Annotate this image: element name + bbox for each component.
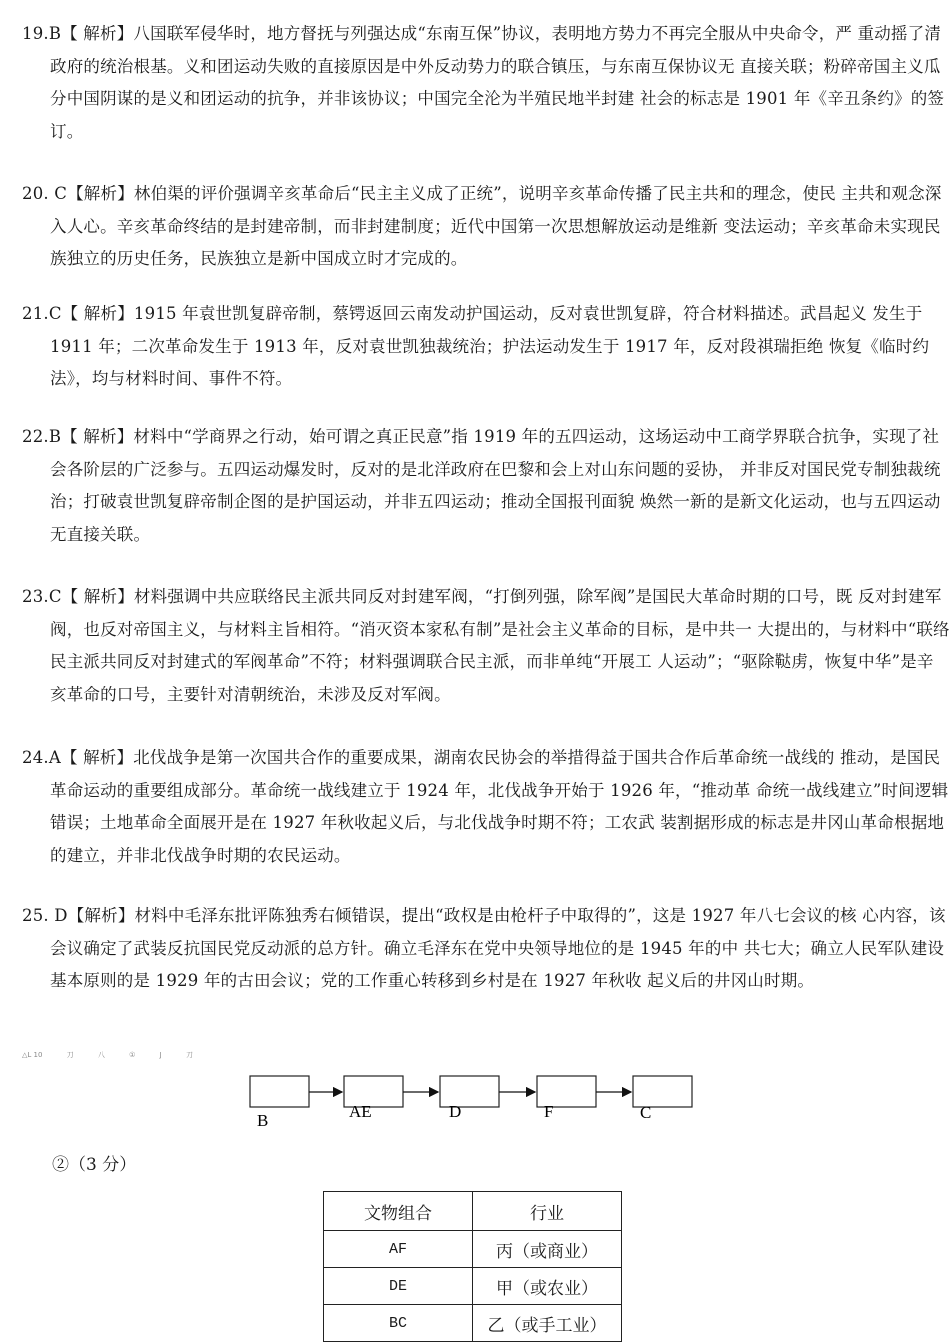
answer-22 [22,421,950,551]
faint-mark: △L 10 [22,1051,43,1059]
table-header-row [324,1192,622,1231]
table-cell: AF [324,1231,473,1268]
answer-text: 林伯渠的评价强调辛亥革命后“民主主义成了正统”，说明辛亥革命传播了民主共和的理念，使民 主共和观念深入人心。辛亥革命终结的是封建帝制，而非封建制度；近代中国第一次思想解放运动是维新 变法运动；辛亥革命未实现民族独立的历史任务，民族独立是新中国成立时才完成的。 [50,184,942,268]
faint-mark: 八 [97,1051,105,1059]
artifact-industry-table [323,1191,622,1342]
sub-question-label: ②（3 分） [52,1155,137,1175]
answer-label: 24.A【 解析】 [22,748,134,767]
table-row [324,1231,622,1268]
table-cell: 甲（或农业） [473,1268,622,1305]
faint-mark: J [159,1051,162,1059]
flow-label-d: D [449,1102,462,1121]
answer-24 [22,742,950,872]
answer-text: 北伐战争是第一次国共合作的重要成果，湖南农民协会的举措得益于国共合作后革命统一战线的 推动，是国民革命运动的重要组成部分。革命统一战线建立于 1924 年，北伐战争开始于 1926 年，“推动革 命统一战线建立”时间逻辑错误；土地革命全面展开是在 1927 年秋收起义后，与北伐战争时期不符；工农武 装割据形成的标志是井冈山革命根据地的建立，并非北伐战争时期的农民运动。 [50,748,949,865]
answer-label: 21.C【 解析】 [22,304,134,323]
table-header: 行业 [473,1192,622,1231]
table-row [324,1305,622,1342]
answer-text: 1915 年袁世凯复辟帝制，蔡锷返回云南发动护国运动，反对袁世凯复辟，符合材料描述。武昌起义 发生于 1911 年；二次革命发生于 1913 年，反对袁世凯独裁统治；护法运动发生于 1917 年，反对段祺瑞拒绝 恢复《临时约法》，均与材料时间、事件不符。 [50,304,930,388]
flow-box [250,1076,309,1107]
faint-mark: 刀 [185,1051,193,1059]
answer-text: 材料中毛泽东批评陈独秀右倾错误，提出“政权是由枪杆子中取得的”，这是 1927 年八七会议的核 心内容，该会议确定了武装反抗国民党反动派的总方针。确立毛泽东在党中央领导地位的是 1945 年的中 共七大；确立人民军队建设基本原则的是 1929 年的古田会议；党的工作重心转移到乡村是在 1927 年秋收 起义后的井冈山时期。 [50,906,946,990]
answer-21 [22,298,950,396]
flow-label-c: C [640,1103,652,1122]
answer-text: 八国联军侵华时，地方督抚与列强达成“东南互保”协议，表明地方势力不再完全服从中央命令，严 重动摇了清政府的统治根基。义和团运动失败的直接原因是中外反动势力的联合镇压，与东南互保协议无 直接关联；粉碎帝国主义瓜分中国阴谋的是义和团运动的抗争，并非该协议；中国完全沦为半殖民地半封建 社会的标志是 1901 年《辛丑条约》的签订。 [50,24,945,141]
answer-25 [22,900,950,998]
sequence-diagram [240,1068,710,1138]
table-row [324,1268,622,1305]
answer-label: 25. D【解析】 [22,906,135,925]
faint-marks [22,1050,215,1060]
answer-20 [22,178,950,276]
answer-label: 23.C【 解析】 [22,587,134,606]
answer-text: 材料强调中共应联络民主派共同反对封建军阀，“打倒列强，除军阀”是国民大革命时期的口号，既 反对封建军阀，也反对帝国主义，与材料主旨相符。“消灭资本家私有制”是社会主义革命的目标，是中共一 大提出的，与材料中“联络民主派共同反对封建式的军阀革命”不符；材料强调联合民主派，而非单纯“开展工 人运动”；“驱除鞑虏，恢复中华”是辛亥革命的口号，主要针对清朝统治，未涉及反对军阀。 [50,587,950,704]
answer-text: 材料中“学商界之行动，始可谓之真正民意”指 1919 年的五四运动，这场运动中工商学界联合抗争，实现了社会各阶层的广泛参与。五四运动爆发时，反对的是北洋政府在巴黎和会上对山东问题的妥协， 并非反对国民党专制独裁统治；打破袁世凯复辟帝制企图的是护国运动，并非五四运动；推动全国报刊面貌 焕然一新的是新文化运动，也与五四运动无直接关联。 [50,427,941,544]
faint-mark: 刀 [66,1051,74,1059]
answer-label: 20. C【解析】 [22,184,134,203]
table-cell: 丙（或商业） [473,1231,622,1268]
table-cell: 乙（或手工业） [473,1305,622,1342]
answer-19 [22,18,950,148]
table-cell: DE [324,1268,473,1305]
table-cell: BC [324,1305,473,1342]
flow-label-b: B [257,1111,269,1130]
flow-label-ae: AE [349,1102,372,1121]
answer-23 [22,581,950,711]
answer-label: 22.B【 解析】 [22,427,134,446]
faint-mark: ① [129,1051,136,1059]
table-header: 文物组合 [324,1192,473,1231]
flow-label-f: F [544,1102,554,1121]
answer-label: 19.B【 解析】 [22,24,134,43]
